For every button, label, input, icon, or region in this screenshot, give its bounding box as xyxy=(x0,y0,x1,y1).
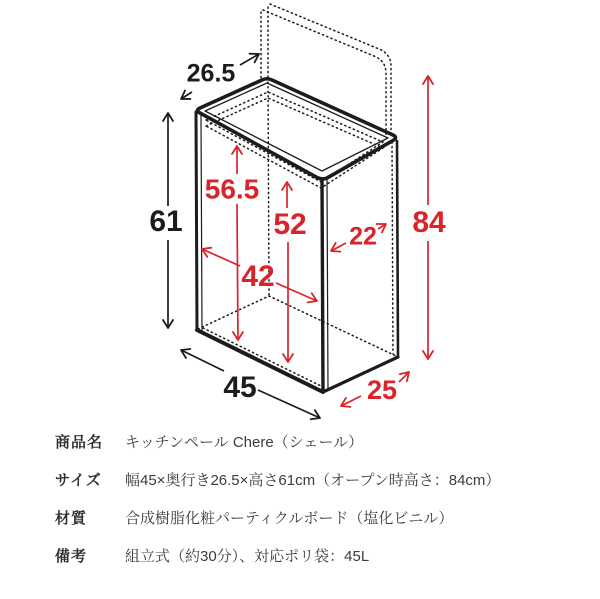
arrow-width-right xyxy=(258,390,320,418)
spec-value: 組立式（約30分）、対応ポリ袋：45L xyxy=(125,548,370,565)
inner-bottom-front-edge xyxy=(203,328,321,386)
arrow-bottom-depth-left xyxy=(341,396,361,406)
dim-top-depth: 26.5 xyxy=(186,59,236,88)
front-corner-edge-inner xyxy=(327,180,328,389)
dimension-labels xyxy=(149,60,446,406)
arrow-top-depth-up xyxy=(240,54,259,65)
left-front-edge xyxy=(196,112,197,330)
arrow-width-left xyxy=(181,350,224,371)
opening-lip-upper xyxy=(206,92,383,182)
dim-width: 45 xyxy=(223,370,257,404)
spec-label: サイズ xyxy=(55,472,102,489)
spec-row-product-name xyxy=(0,434,600,451)
spec-value: 合成樹脂化粧パーティクルボード（塩化ビニル） xyxy=(125,510,454,527)
dim-inner-width: 42 xyxy=(241,259,275,293)
dim-bottom-depth: 25 xyxy=(366,375,398,406)
spec-row-size xyxy=(0,472,600,489)
front-corner-edge xyxy=(322,180,323,392)
spec-row-material xyxy=(0,510,600,527)
spec-value: キッチンペール Chere（シェール） xyxy=(125,434,364,451)
arrow-bottom-depth-right xyxy=(399,372,409,382)
arrow-side-depth-left xyxy=(331,243,346,251)
left-front-edge-inner xyxy=(201,115,202,330)
arrow-inner-width-right xyxy=(276,283,317,301)
arrow-top-depth-down xyxy=(181,92,192,99)
spec-value: 幅45×奥行き26.5×高さ61cm（オープン時高さ：84cm） xyxy=(125,472,501,489)
arrow-inner-depth-down xyxy=(237,204,238,340)
open-lid-dotted-panel xyxy=(261,4,391,136)
bottom-left-edge xyxy=(197,330,323,392)
rim-outer xyxy=(198,79,396,179)
dim-inner-height: 52 xyxy=(273,207,307,241)
spec-label: 商品名 xyxy=(55,434,104,451)
arrow-side-depth-right xyxy=(378,224,386,229)
spec-label: 材質 xyxy=(55,510,88,527)
dim-open-height: 84 xyxy=(412,205,446,239)
dim-height: 61 xyxy=(149,204,183,238)
spec-row-notes xyxy=(0,548,600,565)
bottom-back-left-edge xyxy=(198,296,269,329)
dim-side-depth: 22 xyxy=(349,222,377,251)
red-dimension-arrows xyxy=(202,76,428,406)
dim-inner-depth-height: 56.5 xyxy=(204,173,260,205)
arrow-inner-width-left xyxy=(202,249,240,266)
spec-table xyxy=(0,434,600,586)
spec-label: 備考 xyxy=(55,548,88,565)
inner-right-edge xyxy=(392,142,393,354)
right-back-edge xyxy=(397,141,398,357)
